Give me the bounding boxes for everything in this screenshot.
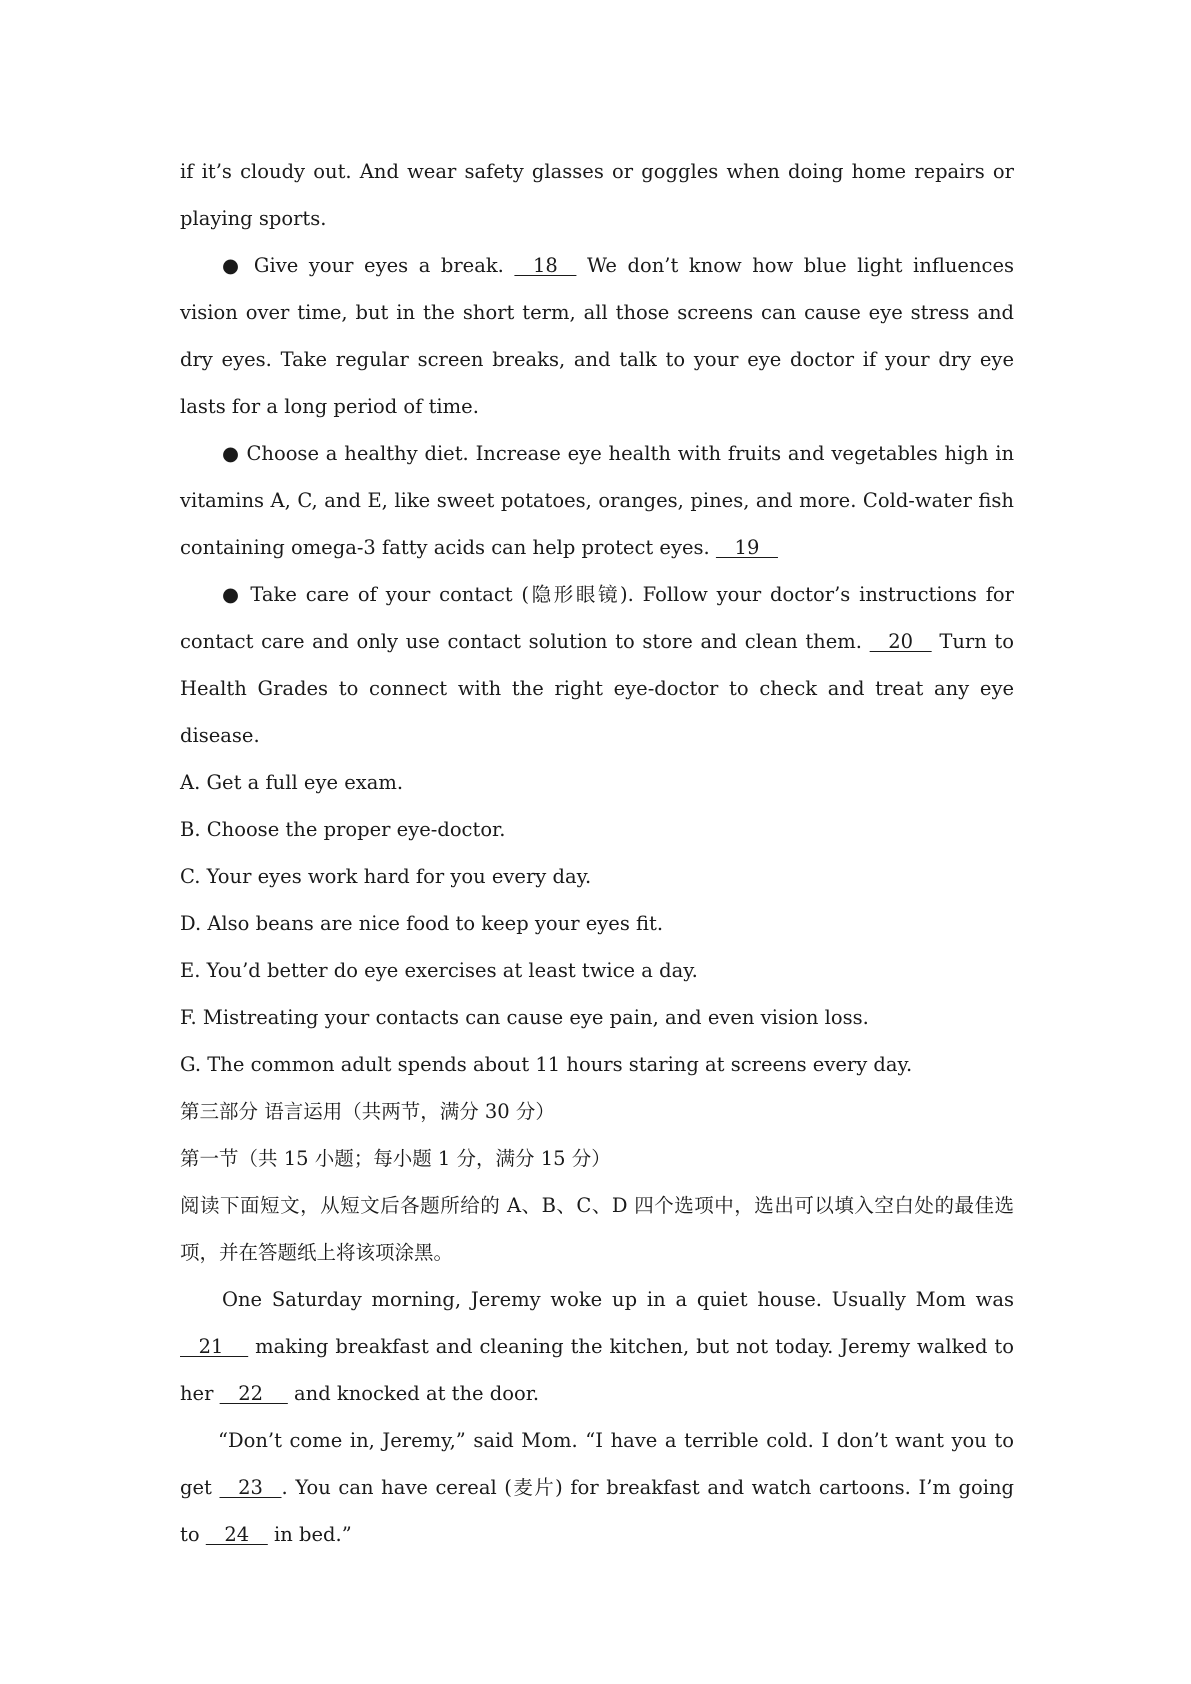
paragraph-lead: ● Choose a healthy diet. Increase eye health with fruits and vegetables high in vitamins A, C, and E, like sweet potatoes, oranges, pines, and more. Cold-water fish containing omega-3 fatty acids can help protect eyes. [180,442,1014,559]
paragraph-tail: We don’t know how blue light influences vision over time, but in the short term, all those screens can cause eye stress and dry eyes. Take regular screen breaks, and talk to your eye doctor if your dry eye lasts for a long period of time. [180,254,1014,418]
passage-paragraph-19 [180,430,1014,571]
paragraph-tail: Turn to Health Grades to connect with the right eye-doctor to check and treat any eye disease. [180,630,1014,747]
section-subheading: 第一节（共 15 小题；每小题 1 分，满分 15 分） [180,1147,611,1170]
blank-18: 18 [514,254,577,277]
paragraph-mid: . You can have cereal (麦片) for breakfast and watch cartoons. I’m going to [180,1476,1014,1546]
options-list [180,759,1014,1088]
option-b: B. Choose the proper eye-doctor. [180,818,506,841]
blank-20: 20 [869,630,932,653]
blank-24: 24 [205,1523,268,1546]
passage-paragraph [180,148,1014,242]
cloze-paragraph-2 [180,1417,1014,1558]
blank-19: 19 [715,536,778,559]
option-d: D. Also beans are nice food to keep your eyes fit. [180,912,664,935]
document-page [180,148,1014,1558]
section-heading: 第三部分 语言运用（共两节，满分 30 分） [180,1100,555,1123]
paragraph-lead: ● Take care of your contact (隐形眼镜). Follow your doctor’s instructions for contact care and only use contact solution to store and clean them. [180,583,1014,653]
cloze-paragraph-1 [180,1276,1014,1417]
option-a: A. Get a full eye exam. [180,771,404,794]
passage-paragraph-20 [180,571,1014,759]
option-e: E. You’d better do eye exercises at least twice a day. [180,959,698,982]
paragraph-lead: ● Give your eyes a break. [222,254,515,277]
paragraph-text: if it’s cloudy out. And wear safety glasses or goggles when doing home repairs or playing sports. [180,160,1014,230]
option-f: F. Mistreating your contacts can cause eye pain, and even vision loss. [180,1006,869,1029]
blank-22: 22 [219,1382,288,1405]
paragraph-lead: One Saturday morning, Jeremy woke up in a quiet house. Usually Mom was [222,1288,1014,1311]
paragraph-lead: “Don’t come in, Jeremy,” said Mom. “I have a terrible cold. I don’t want you to get [180,1429,1014,1499]
passage-paragraph-18 [180,242,1014,430]
option-g: G. The common adult spends about 11 hours staring at screens every day. [180,1053,913,1076]
paragraph-tail: in bed.” [267,1523,352,1546]
option-c: C. Your eyes work hard for you every day. [180,865,592,888]
paragraph-mid: making breakfast and cleaning the kitchen, but not today. Jeremy walked to her [180,1335,1014,1405]
section-instruction: 阅读下面短文，从短文后各题所给的 A、B、C、D 四个选项中，选出可以填入空白处的最佳选项，并在答题纸上将该项涂黑。 [180,1194,1014,1264]
blank-23: 23 [219,1476,282,1499]
paragraph-tail: and knocked at the door. [287,1382,540,1405]
blank-21: 21 [180,1335,249,1358]
